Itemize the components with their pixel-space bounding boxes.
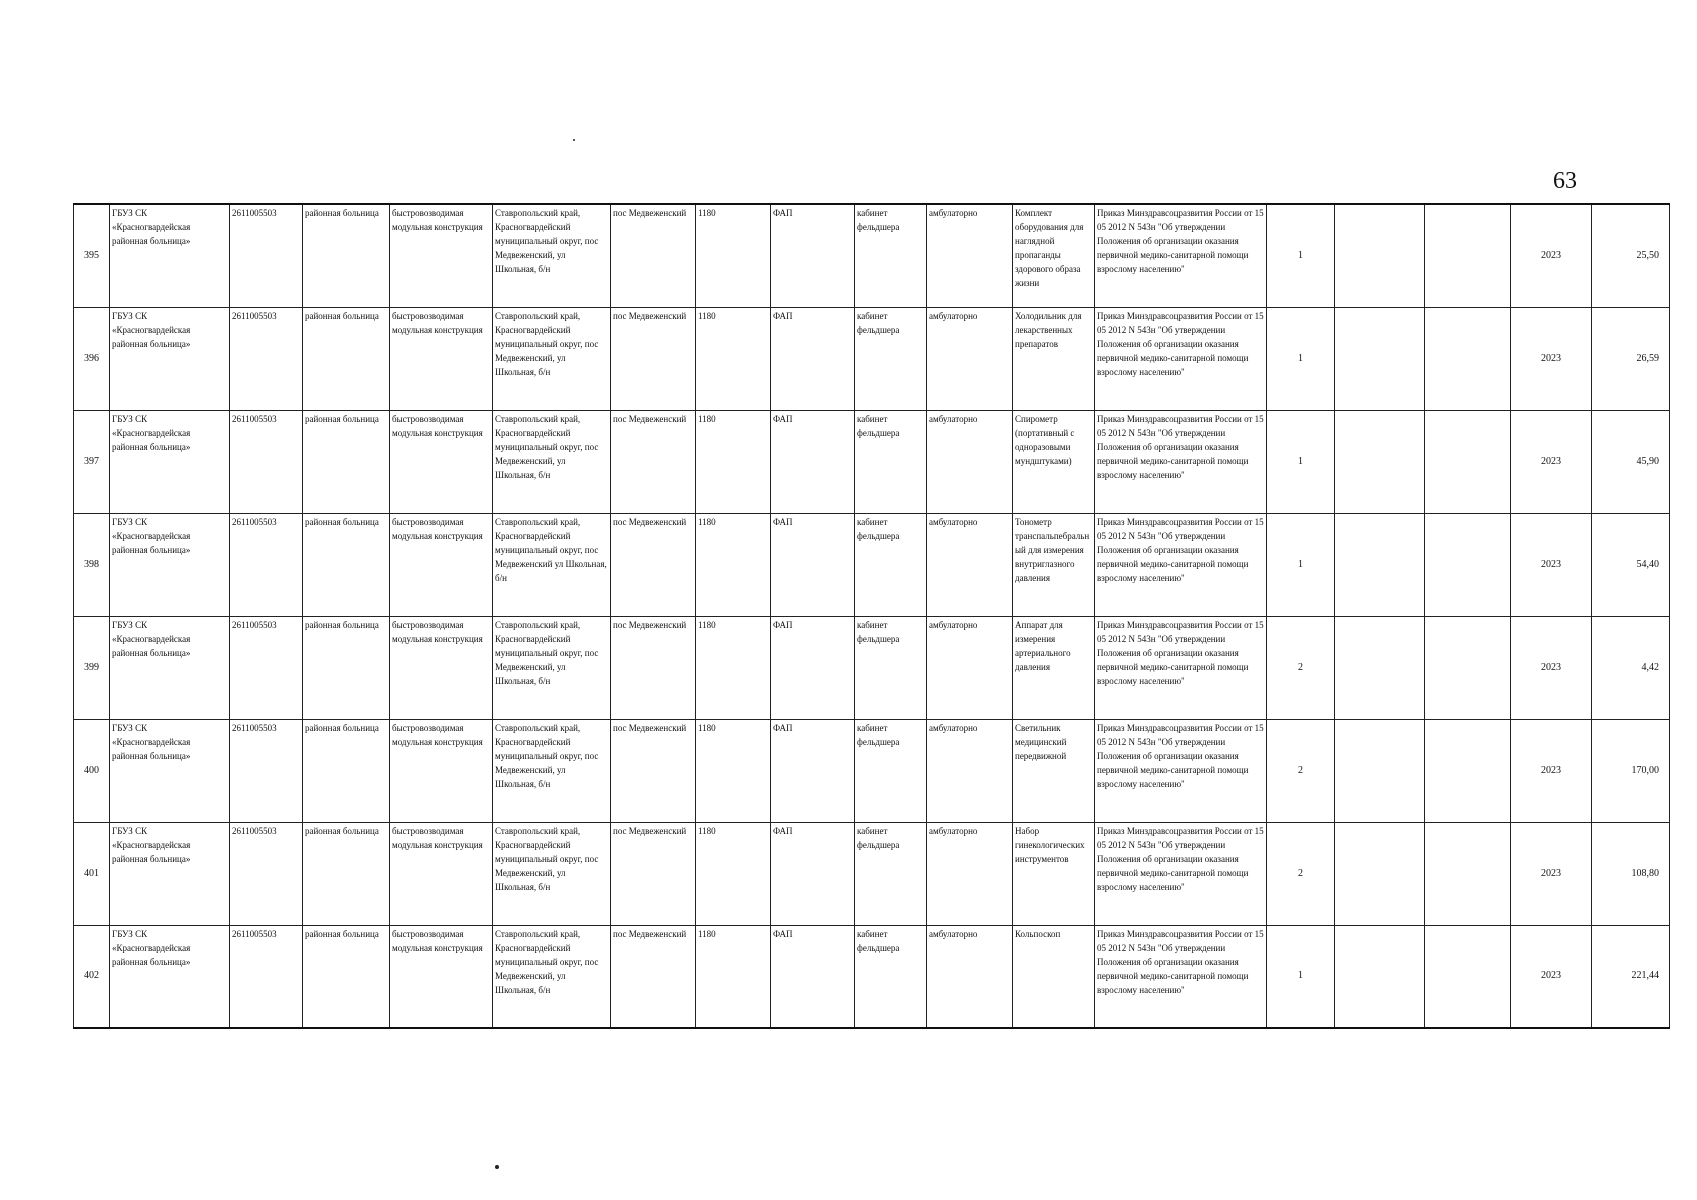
page-number: 63 bbox=[1553, 168, 1577, 194]
inn-code: 2611005503 bbox=[230, 513, 303, 616]
table-row bbox=[74, 822, 1670, 925]
unit-code: 1180 bbox=[696, 204, 771, 307]
unit-code: 1180 bbox=[696, 719, 771, 822]
building-type: быстровозводимая модульная конструкция bbox=[390, 204, 493, 307]
year: 2023 bbox=[1511, 513, 1592, 616]
address: Ставропольский край, Красногвардейский муниципальный округ, пос Медвеженский, ул Школьная, б/н bbox=[493, 204, 611, 307]
empty-cell bbox=[1425, 822, 1511, 925]
regulation-document: Приказ Минздравсоцразвития России от 15 05 2012 N 543н "Об утверждении Положения об организации оказания первичной медико-санитарной помощи взрослому населению" bbox=[1095, 616, 1267, 719]
organization-type: районная больница bbox=[303, 925, 390, 1028]
empty-cell bbox=[1425, 719, 1511, 822]
care-form: амбулаторно bbox=[927, 822, 1013, 925]
empty-cell bbox=[1335, 204, 1425, 307]
inn-code: 2611005503 bbox=[230, 822, 303, 925]
building-type: быстровозводимая модульная конструкция bbox=[390, 925, 493, 1028]
row-number: 400 bbox=[74, 719, 110, 822]
unit-code: 1180 bbox=[696, 822, 771, 925]
address: Ставропольский край, Красногвардейский муниципальный округ, пос Медвеженский, ул Школьная, б/н bbox=[493, 410, 611, 513]
care-form: амбулаторно bbox=[927, 204, 1013, 307]
building-type: быстровозводимая модульная конструкция bbox=[390, 822, 493, 925]
organization-type: районная больница bbox=[303, 616, 390, 719]
quantity: 1 bbox=[1267, 513, 1335, 616]
regulation-document: Приказ Минздравсоцразвития России от 15 05 2012 N 543н "Об утверждении Положения об организации оказания первичной медико-санитарной помощи взрослому населению" bbox=[1095, 204, 1267, 307]
organization-type: районная больница bbox=[303, 513, 390, 616]
unit-code: 1180 bbox=[696, 925, 771, 1028]
year: 2023 bbox=[1511, 307, 1592, 410]
room-name: кабинет фельдшера bbox=[855, 307, 927, 410]
building-type: быстровозводимая модульная конструкция bbox=[390, 307, 493, 410]
care-form: амбулаторно bbox=[927, 719, 1013, 822]
locality: пос Медвеженский bbox=[611, 204, 696, 307]
inn-code: 2611005503 bbox=[230, 410, 303, 513]
unit-type: ФАП bbox=[771, 925, 855, 1028]
address: Ставропольский край, Красногвардейский муниципальный округ, пос Медвеженский, ул Школьная, б/н bbox=[493, 822, 611, 925]
care-form: амбулаторно bbox=[927, 513, 1013, 616]
unit-type: ФАП bbox=[771, 616, 855, 719]
row-number: 398 bbox=[74, 513, 110, 616]
equipment-name: Набор гинекологических инструментов bbox=[1013, 822, 1095, 925]
address: Ставропольский край, Красногвардейский муниципальный округ, пос Медвеженский, ул Школьная, б/н bbox=[493, 925, 611, 1028]
table-row bbox=[74, 204, 1670, 307]
organization-type: районная больница bbox=[303, 307, 390, 410]
quantity: 2 bbox=[1267, 616, 1335, 719]
unit-code: 1180 bbox=[696, 513, 771, 616]
cost: 54,40 bbox=[1592, 513, 1670, 616]
unit-type: ФАП bbox=[771, 822, 855, 925]
table-row bbox=[74, 307, 1670, 410]
row-number: 397 bbox=[74, 410, 110, 513]
cost: 45,90 bbox=[1592, 410, 1670, 513]
cost: 108,80 bbox=[1592, 822, 1670, 925]
row-number: 401 bbox=[74, 822, 110, 925]
equipment-name: Тонометр транспальпебральный для измерения внутриглазного давления bbox=[1013, 513, 1095, 616]
regulation-document: Приказ Минздравсоцразвития России от 15 05 2012 N 543н "Об утверждении Положения об организации оказания первичной медико-санитарной помощи взрослому населению" bbox=[1095, 307, 1267, 410]
year: 2023 bbox=[1511, 616, 1592, 719]
organization-name: ГБУЗ СК «Красногвардейская районная больница» bbox=[110, 513, 230, 616]
address: Ставропольский край, Красногвардейский муниципальный округ, пос Медвеженский ул Школьная, б/н bbox=[493, 513, 611, 616]
cost: 4,42 bbox=[1592, 616, 1670, 719]
inn-code: 2611005503 bbox=[230, 616, 303, 719]
equipment-name: Холодильник для лекарственных препаратов bbox=[1013, 307, 1095, 410]
organization-name: ГБУЗ СК «Красногвардейская районная больница» bbox=[110, 925, 230, 1028]
table-row bbox=[74, 719, 1670, 822]
organization-name: ГБУЗ СК «Красногвардейская районная больница» bbox=[110, 719, 230, 822]
empty-cell bbox=[1335, 719, 1425, 822]
address: Ставропольский край, Красногвардейский муниципальный округ, пос Медвеженский, ул Школьная, б/н bbox=[493, 719, 611, 822]
room-name: кабинет фельдшера bbox=[855, 204, 927, 307]
organization-name: ГБУЗ СК «Красногвардейская районная больница» bbox=[110, 410, 230, 513]
inn-code: 2611005503 bbox=[230, 925, 303, 1028]
organization-name: ГБУЗ СК «Красногвардейская районная больница» bbox=[110, 822, 230, 925]
empty-cell bbox=[1425, 616, 1511, 719]
inn-code: 2611005503 bbox=[230, 204, 303, 307]
room-name: кабинет фельдшера bbox=[855, 616, 927, 719]
building-type: быстровозводимая модульная конструкция bbox=[390, 616, 493, 719]
organization-name: ГБУЗ СК «Красногвардейская районная больница» bbox=[110, 307, 230, 410]
empty-cell bbox=[1335, 307, 1425, 410]
organization-type: районная больница bbox=[303, 719, 390, 822]
room-name: кабинет фельдшера bbox=[855, 410, 927, 513]
empty-cell bbox=[1425, 410, 1511, 513]
empty-cell bbox=[1335, 925, 1425, 1028]
table-row bbox=[74, 513, 1670, 616]
equipment-name: Комплект оборудования для наглядной пропаганды здорового образа жизни bbox=[1013, 204, 1095, 307]
regulation-document: Приказ Минздравсоцразвития России от 15 05 2012 N 543н "Об утверждении Положения об организации оказания первичной медико-санитарной помощи взрослому населению" bbox=[1095, 822, 1267, 925]
organization-name: ГБУЗ СК «Красногвардейская районная больница» bbox=[110, 616, 230, 719]
care-form: амбулаторно bbox=[927, 925, 1013, 1028]
unit-code: 1180 bbox=[696, 410, 771, 513]
empty-cell bbox=[1335, 822, 1425, 925]
year: 2023 bbox=[1511, 925, 1592, 1028]
cost: 170,00 bbox=[1592, 719, 1670, 822]
equipment-name: Спирометр (портативный с одноразовыми мундштуками) bbox=[1013, 410, 1095, 513]
row-number: 396 bbox=[74, 307, 110, 410]
cost: 26,59 bbox=[1592, 307, 1670, 410]
empty-cell bbox=[1425, 513, 1511, 616]
quantity: 2 bbox=[1267, 822, 1335, 925]
locality: пос Медвеженский bbox=[611, 307, 696, 410]
empty-cell bbox=[1335, 410, 1425, 513]
unit-code: 1180 bbox=[696, 616, 771, 719]
locality: пос Медвеженский bbox=[611, 719, 696, 822]
equipment-name: Кольпоскоп bbox=[1013, 925, 1095, 1028]
scan-speck bbox=[573, 139, 575, 141]
unit-type: ФАП bbox=[771, 513, 855, 616]
quantity: 1 bbox=[1267, 925, 1335, 1028]
care-form: амбулаторно bbox=[927, 616, 1013, 719]
row-number: 399 bbox=[74, 616, 110, 719]
regulation-document: Приказ Минздравсоцразвития России от 15 05 2012 N 543н "Об утверждении Положения об организации оказания первичной медико-санитарной помощи взрослому населению" bbox=[1095, 410, 1267, 513]
table-row bbox=[74, 616, 1670, 719]
address: Ставропольский край, Красногвардейский муниципальный округ, пос Медвеженский, ул Школьная, б/н bbox=[493, 307, 611, 410]
unit-type: ФАП bbox=[771, 410, 855, 513]
scan-speck bbox=[495, 1165, 499, 1169]
room-name: кабинет фельдшера bbox=[855, 719, 927, 822]
quantity: 2 bbox=[1267, 719, 1335, 822]
room-name: кабинет фельдшера bbox=[855, 822, 927, 925]
address: Ставропольский край, Красногвардейский муниципальный округ, пос Медвеженский, ул Школьная, б/н bbox=[493, 616, 611, 719]
building-type: быстровозводимая модульная конструкция bbox=[390, 719, 493, 822]
row-number: 395 bbox=[74, 204, 110, 307]
quantity: 1 bbox=[1267, 204, 1335, 307]
unit-code: 1180 bbox=[696, 307, 771, 410]
unit-type: ФАП bbox=[771, 719, 855, 822]
organization-type: районная больница bbox=[303, 204, 390, 307]
empty-cell bbox=[1335, 616, 1425, 719]
locality: пос Медвеженский bbox=[611, 925, 696, 1028]
empty-cell bbox=[1335, 513, 1425, 616]
care-form: амбулаторно bbox=[927, 307, 1013, 410]
equipment-registry-table bbox=[73, 203, 1670, 1029]
cost: 25,50 bbox=[1592, 204, 1670, 307]
quantity: 1 bbox=[1267, 307, 1335, 410]
organization-type: районная больница bbox=[303, 410, 390, 513]
row-number: 402 bbox=[74, 925, 110, 1028]
quantity: 1 bbox=[1267, 410, 1335, 513]
unit-type: ФАП bbox=[771, 204, 855, 307]
organization-name: ГБУЗ СК «Красногвардейская районная больница» bbox=[110, 204, 230, 307]
room-name: кабинет фельдшера bbox=[855, 513, 927, 616]
equipment-name: Аппарат для измерения артериального давления bbox=[1013, 616, 1095, 719]
cost: 221,44 bbox=[1592, 925, 1670, 1028]
year: 2023 bbox=[1511, 204, 1592, 307]
table-row bbox=[74, 410, 1670, 513]
inn-code: 2611005503 bbox=[230, 719, 303, 822]
year: 2023 bbox=[1511, 719, 1592, 822]
year: 2023 bbox=[1511, 822, 1592, 925]
locality: пос Медвеженский bbox=[611, 822, 696, 925]
empty-cell bbox=[1425, 925, 1511, 1028]
regulation-document: Приказ Минздравсоцразвития России от 15 05 2012 N 543н "Об утверждении Положения об организации оказания первичной медико-санитарной помощи взрослому населению" bbox=[1095, 719, 1267, 822]
building-type: быстровозводимая модульная конструкция bbox=[390, 513, 493, 616]
empty-cell bbox=[1425, 307, 1511, 410]
locality: пос Медвеженский bbox=[611, 616, 696, 719]
regulation-document: Приказ Минздравсоцразвития России от 15 05 2012 N 543н "Об утверждении Положения об организации оказания первичной медико-санитарной помощи взрослому населению" bbox=[1095, 925, 1267, 1028]
table-row bbox=[74, 925, 1670, 1028]
inn-code: 2611005503 bbox=[230, 307, 303, 410]
year: 2023 bbox=[1511, 410, 1592, 513]
building-type: быстровозводимая модульная конструкция bbox=[390, 410, 493, 513]
regulation-document: Приказ Минздравсоцразвития России от 15 05 2012 N 543н "Об утверждении Положения об организации оказания первичной медико-санитарной помощи взрослому населению" bbox=[1095, 513, 1267, 616]
room-name: кабинет фельдшера bbox=[855, 925, 927, 1028]
care-form: амбулаторно bbox=[927, 410, 1013, 513]
organization-type: районная больница bbox=[303, 822, 390, 925]
unit-type: ФАП bbox=[771, 307, 855, 410]
empty-cell bbox=[1425, 204, 1511, 307]
locality: пос Медвеженский bbox=[611, 513, 696, 616]
equipment-name: Светильник медицинский передвижной bbox=[1013, 719, 1095, 822]
locality: пос Медвеженский bbox=[611, 410, 696, 513]
